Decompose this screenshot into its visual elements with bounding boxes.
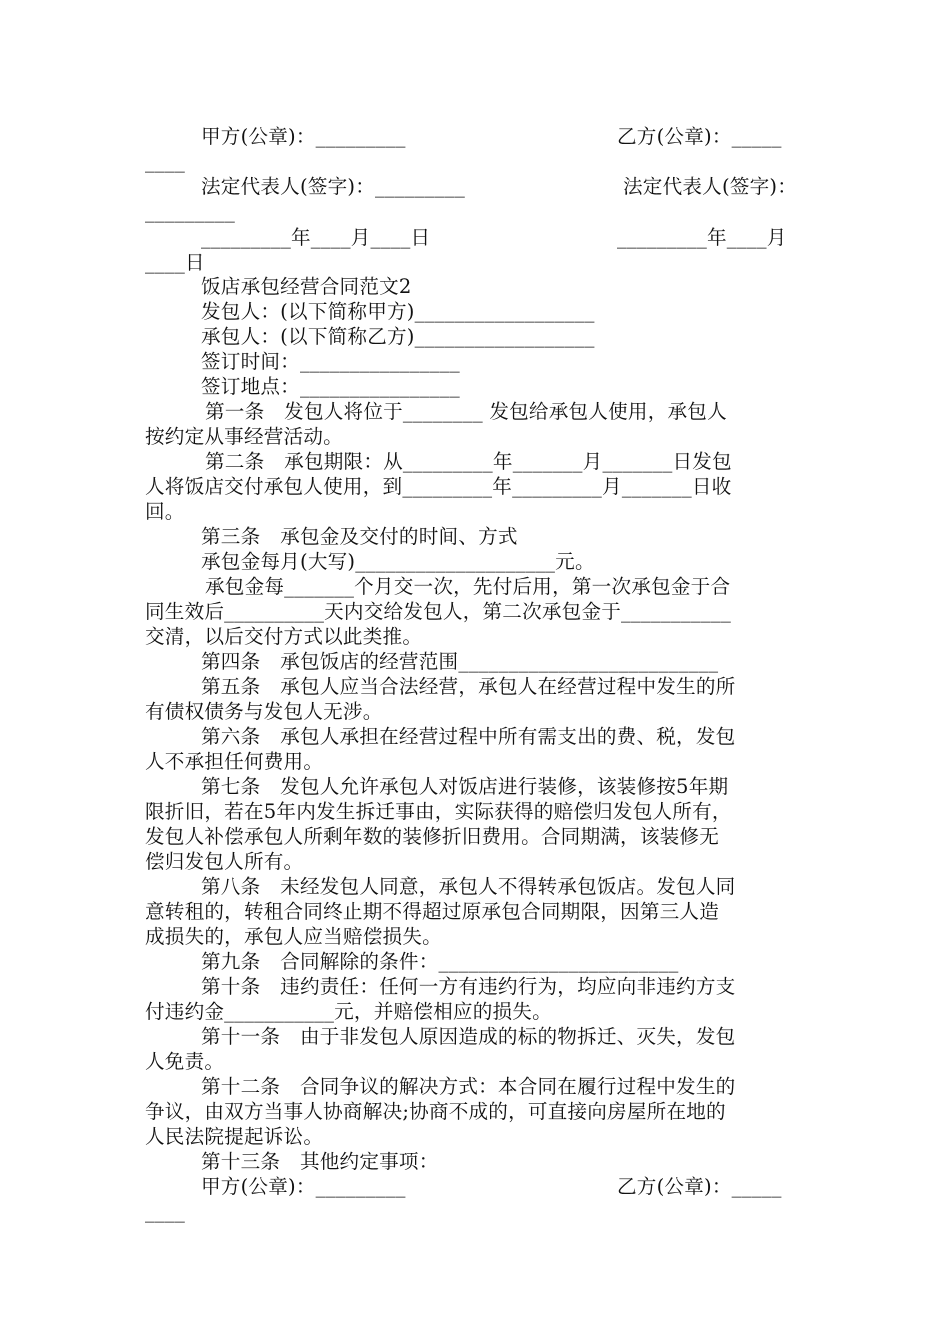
text-line: 承包人：(以下简称乙方)__________________ xyxy=(201,325,595,348)
article-4: 第四条 承包饭店的经营范围__________________________ xyxy=(201,650,719,673)
article-3: 第三条 承包金及交付的时间、方式 xyxy=(201,525,518,548)
party-b-seal-line-bottom: 乙方(公章)：_____ xyxy=(617,1175,782,1198)
text-line: 人免责。 xyxy=(145,1050,225,1073)
text-line: 回。 xyxy=(145,500,185,523)
party-a-date-line: _________年____月____日 xyxy=(201,226,431,249)
article-9: 第九条 合同解除的条件：________________________ xyxy=(201,950,679,973)
text-line: 交清，以后交付方式以此类推。 xyxy=(145,625,423,648)
contract-title: 饭店承包经营合同范文2 xyxy=(201,275,412,298)
text-line: 有债权债务与发包人无涉。 xyxy=(145,700,383,723)
text-line: 同生效后__________天内交给发包人，第二次承包金于___________ xyxy=(145,600,732,623)
article-5: 第五条 承包人应当合法经营，承包人在经营过程中发生的所 xyxy=(201,675,736,698)
article-7: 第七条 发包人允许承包人对饭店进行装修，该装修按5年期 xyxy=(201,775,729,798)
text-line: 发包人补偿承包人所剩年数的装修折旧费用。合同期满，该装修无 xyxy=(145,825,720,848)
article-1: 第一条 发包人将位于________ 发包给承包人使用，承包人 xyxy=(205,400,727,423)
party-b-date-line: _________年____月 xyxy=(617,226,787,249)
article-13: 第十三条 其他约定事项： xyxy=(201,1150,439,1173)
text-line: 成损失的，承包人应当赔偿损失。 xyxy=(145,925,442,948)
article-6: 第六条 承包人承担在经营过程中所有需支出的费、税，发包 xyxy=(201,725,736,748)
party-b-seal-line: 乙方(公章)：_____ xyxy=(617,125,782,148)
article-12: 第十二条 合同争议的解决方式：本合同在履行过程中发生的 xyxy=(201,1075,736,1098)
text-line: 签订地点：________________ xyxy=(201,375,460,398)
text-line: ____日 xyxy=(145,251,205,274)
text-line: 按约定从事经营活动。 xyxy=(145,425,343,448)
text-line: _________ xyxy=(145,200,235,223)
text-line: 付违约金___________元，并赔偿相应的损失。 xyxy=(145,1000,552,1023)
text-line: 承包金每月(大写)____________________元。 xyxy=(201,550,595,573)
party-a-seal-line: 甲方(公章)：_________ xyxy=(201,125,406,148)
text-line: 人将饭店交付承包人使用，到_________年_________月_______日收 xyxy=(145,475,732,498)
party-a-seal-line-bottom: 甲方(公章)：_________ xyxy=(201,1175,406,1198)
text-line: 意转租的，转租合同终止期不得超过原承包合同期限，因第三人造 xyxy=(145,900,720,923)
text-line: 争议，由双方当事人协商解决;协商不成的，可直接向房屋所在地的 xyxy=(145,1100,726,1123)
text-line: 偿归发包人所有。 xyxy=(145,850,304,873)
article-10: 第十条 违约责任：任何一方有违约行为，均应向非违约方支 xyxy=(201,975,736,998)
article-2: 第二条 承包期限：从_________年_______月_______日发包 xyxy=(205,450,732,473)
text-line: ____ xyxy=(145,150,185,173)
text-line: 发包人：(以下简称甲方)__________________ xyxy=(201,300,595,323)
party-a-rep-line: 法定代表人(签字)：_________ xyxy=(201,175,466,198)
text-line: 人民法院提起诉讼。 xyxy=(145,1125,324,1148)
text-line: 承包金每_______个月交一次，先付后用，第一次承包金于合 xyxy=(205,575,731,598)
text-line: 限折旧，若在5年内发生拆迁事由，实际获得的赔偿归发包人所有， xyxy=(145,800,732,823)
article-8: 第八条 未经发包人同意，承包人不得转承包饭店。发包人同 xyxy=(201,875,736,898)
article-11: 第十一条 由于非发包人原因造成的标的物拆迁、灭失，发包 xyxy=(201,1025,736,1048)
party-b-rep-line: 法定代表人(签字)： xyxy=(623,175,798,198)
text-line: ____ xyxy=(145,1200,185,1223)
text-line: 人不承担任何费用。 xyxy=(145,750,324,773)
text-line: 签订时间：________________ xyxy=(201,350,460,373)
